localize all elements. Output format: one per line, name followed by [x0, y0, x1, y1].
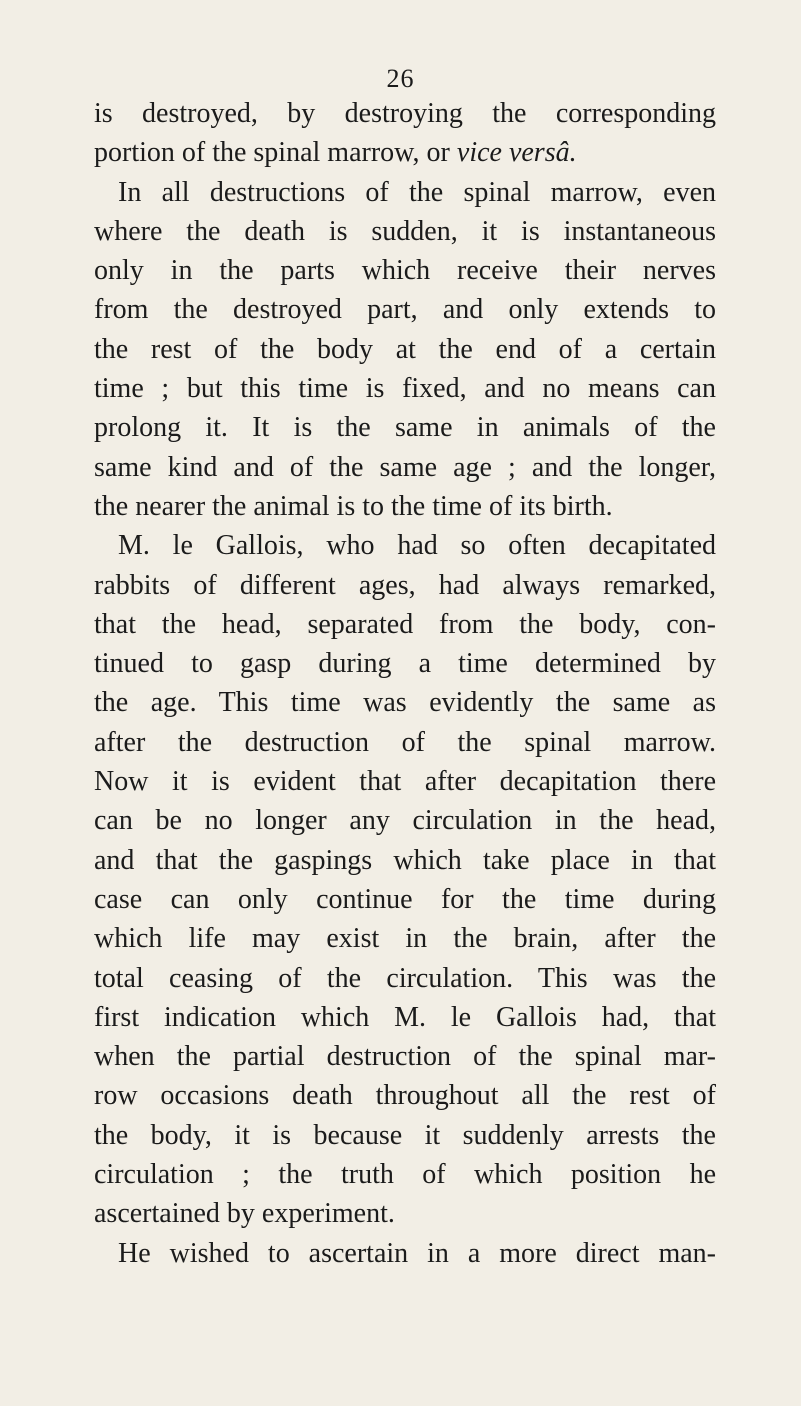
text-line: Now it is evident that after decapitation there — [94, 766, 716, 798]
text-line: after the destruction of the spinal marrow. — [94, 726, 716, 758]
text-line: can be no longer any circulation in the head, — [94, 805, 716, 837]
text-line: ascertained by experiment. — [94, 1198, 395, 1230]
text-line: is destroyed, by destroying the corresponding — [94, 98, 716, 129]
text-line: row occasions death throughout all the rest of — [94, 1080, 716, 1112]
text-line: total ceasing of the circulation. This was the — [94, 962, 716, 994]
paragraph-first-line: He wished to ascertain in a more direct man- — [118, 1237, 716, 1269]
text-line-italic: vice versâ. — [456, 137, 577, 169]
text-line: same kind and of the same age ; and the longer, — [94, 451, 716, 483]
text-line: rabbits of different ages, had always remarked, — [94, 569, 716, 601]
text-line: where the death is sudden, it is instantaneous — [94, 215, 716, 247]
text-line: the rest of the body at the end of a certain — [94, 333, 716, 365]
text-line: and that the gaspings which take place in that — [94, 844, 716, 876]
paragraph-first-line: M. le Gallois, who had so often decapitated — [118, 530, 716, 562]
text-line: time ; but this time is fixed, and no means can — [94, 373, 716, 405]
text-line: from the destroyed part, and only extends to — [94, 294, 716, 326]
text-line: case can only continue for the time during — [94, 883, 716, 915]
paragraph-first-line: In all destructions of the spinal marrow, even — [118, 176, 716, 208]
text-line — [94, 133, 716, 172]
page-number: 26 — [386, 64, 415, 93]
text-line-roman: portion of the spinal marrow, or — [94, 137, 457, 169]
text-line: tinued to gasp during a time determined by — [94, 648, 716, 680]
text-line: that the head, separated from the body, con- — [94, 608, 716, 640]
text-line: first indication which M. le Gallois had, that — [94, 1001, 716, 1033]
body-text — [94, 94, 716, 1273]
text-line: the nearer the animal is to the time of its birth. — [94, 490, 613, 522]
text-line: when the partial destruction of the spinal mar- — [94, 1041, 716, 1073]
text-line: the age. This time was evidently the same as — [94, 687, 716, 719]
text-line: circulation ; the truth of which position he — [94, 1159, 716, 1191]
text-line: which life may exist in the brain, after the — [94, 923, 716, 955]
text-line: the body, it is because it suddenly arrests the — [94, 1119, 716, 1151]
text-line: only in the parts which receive their nerves — [94, 255, 716, 287]
text-line: prolong it. It is the same in animals of the — [94, 412, 716, 444]
